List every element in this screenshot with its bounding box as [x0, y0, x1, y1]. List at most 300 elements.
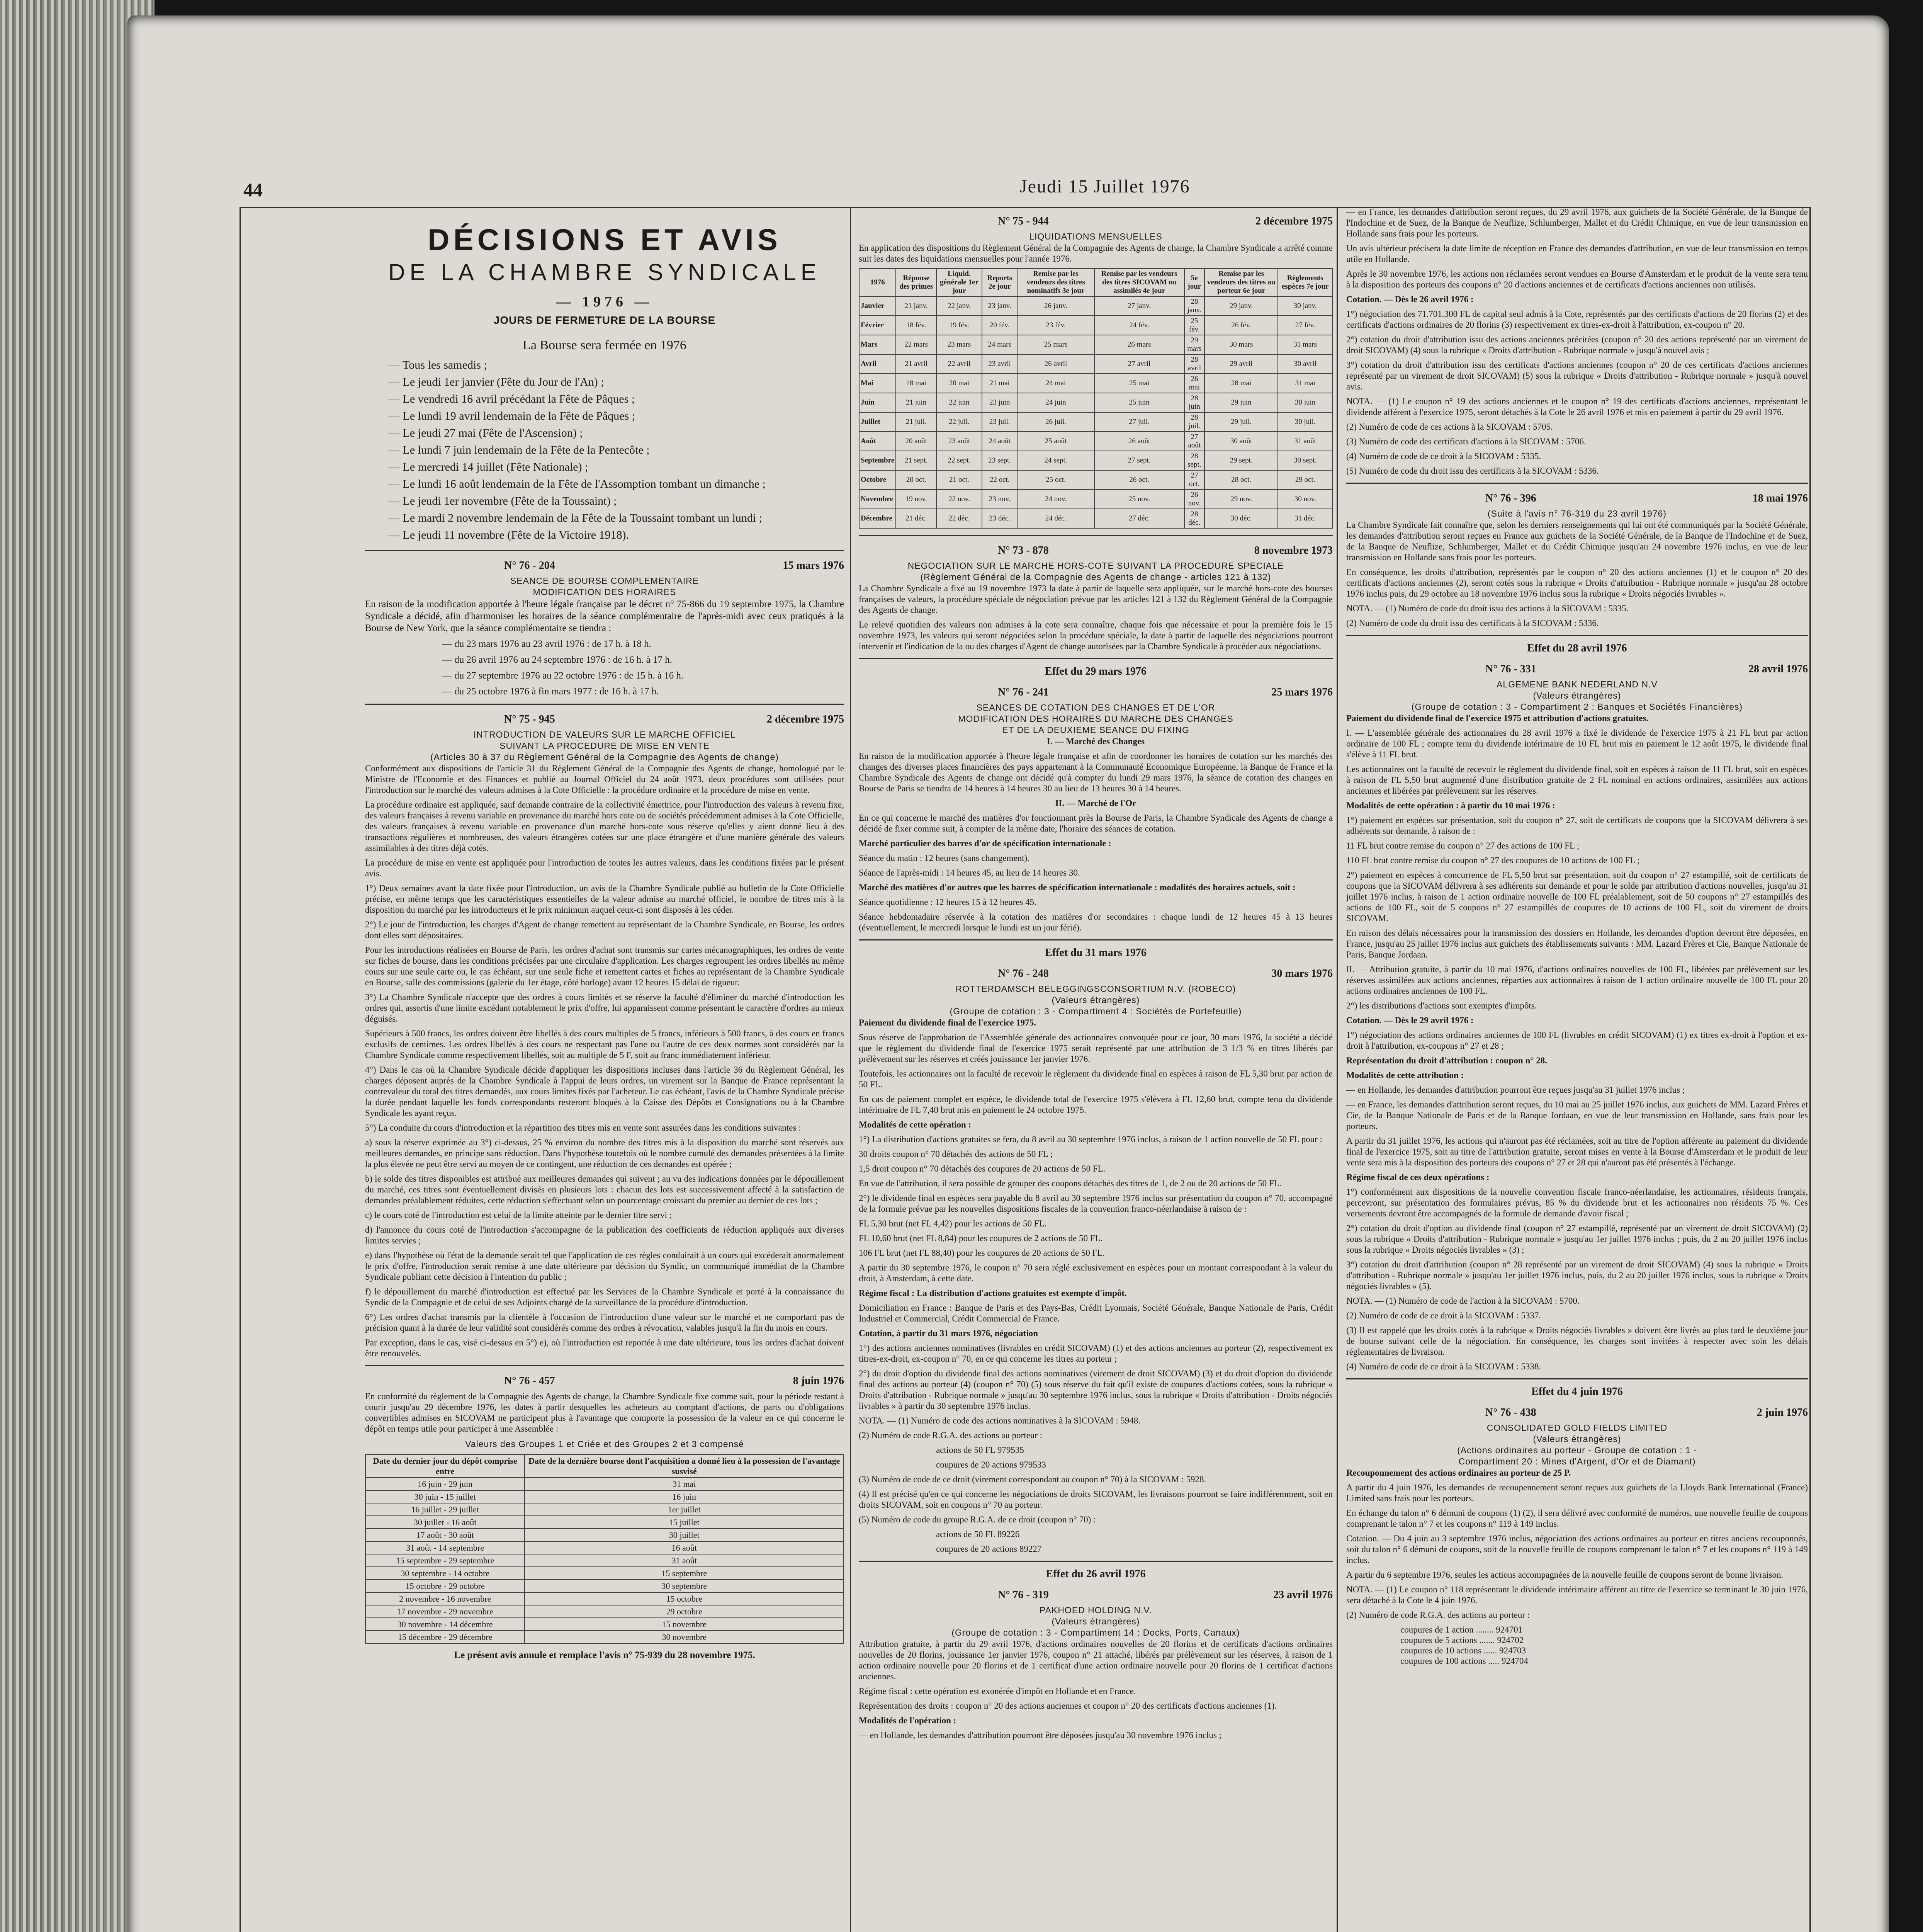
table-cell: 30 déc. — [1204, 509, 1278, 528]
notice-date: 25 mars 1976 — [1271, 686, 1333, 698]
paragraph: Représentation du droit d'attribution : coupon n° 28. — [1346, 1056, 1547, 1065]
notice-title: ROTTERDAMSCH BELEGGINGSCONSORTIUM N.V. (ROBECO) — [955, 984, 1236, 994]
table-cell: 27 avril — [1094, 354, 1184, 374]
table-cell: 27 janv. — [1094, 296, 1184, 316]
table-cell: 21 sept. — [896, 451, 936, 470]
table-cell: 15 octobre — [525, 1592, 844, 1605]
divider — [365, 1365, 844, 1366]
paragraph: I. — L'assemblée générale des actionnaires du 28 avril 1976 a fixé le dividende de l'exercice 1975 à 21 FL brut par action ordinaire de 100 FL ; compte tenu du dividende intérimaire de 10 FL brut mis en paiement le 12 août 1975, le dividende final s'élève à 11 FL brut. — [1346, 728, 1808, 759]
paragraph: En raison de la modification apportée à l'heure légale française et afin de coordonner les horaires de cotation sur les marchés des changes des diverses places financières des pays appartenant à la Communauté Economique Européenne, la Banque de France et la Chambre Syndicale des Agents de change ont décidé qu'à compter du lundi 29 mars 1976, la séance de cotation des changes en Bourse de Paris se tiendra de 14 heures à 14 heures 30 au lieu de 13 heures 30 à 14 heures. — [859, 751, 1333, 793]
paragraph: En raison des délais nécessaires pour la transmission des dossiers en Hollande, les demandes d'option devront être déposées, en France, jusqu'au 25 juillet 1976 inclus aux guichets des établissements suivants : MM. Lazard Frères et Cie, Banque Nationale de Paris, Banque Jordaan. — [1346, 928, 1808, 959]
notice-title: INTRODUCTION DE VALEURS SUR LE MARCHE OFFICIEL — [473, 730, 736, 740]
notice-header — [859, 686, 1333, 699]
notice-header — [859, 1589, 1333, 1601]
running-head-date: Jeudi 15 Juillet 1976 — [1020, 176, 1190, 197]
table-cell: 23 juin — [982, 393, 1017, 412]
table-cell: 29 juin — [1204, 393, 1278, 412]
table-cell: 24 sept. — [1017, 451, 1094, 470]
divider — [365, 550, 844, 551]
paragraph: NOTA. — (1) Numéro de code de l'action à la SICOVAM : 5700. — [1346, 1296, 1580, 1306]
notice-number: N° 76 - 241 — [998, 686, 1049, 698]
table-cell: 1er juillet — [525, 1503, 844, 1516]
paragraph: 2°) cotation du droit d'option au dividende final (coupon n° 27 estampillé, représenté par un virement de droit SICOVAM) (2) sous la rubrique « Droits d'attribution - Rubrique normale » jusqu'au 1er juillet 1976 inclus ; puis, du 2 au 20 juillet 1976 inclus sous la rubrique « Droits négociés livrables » (3) ; — [1346, 1223, 1808, 1255]
paragraph: En échange du talon n° 6 démuni de coupons (1) (2), il sera délivré avec conformité de numéros, une nouvelle feuille de coupons comprenant le talon n° 7 et les coupons n° 119 à 149 inclus. — [1346, 1508, 1808, 1529]
table-cell: 30 mars — [1204, 335, 1278, 354]
table-cell: 17 novembre - 29 novembre — [365, 1605, 525, 1618]
paragraph: coupures de 20 actions 979533 — [936, 1460, 1046, 1469]
table-row — [859, 335, 1332, 354]
table-cell: Août — [859, 432, 896, 451]
paragraph: En conformité du règlement de la Compagnie des Agents de change, la Chambre Syndicale fixe comme suit, pour la période restant à courir jusqu'au 29 décembre 1976, les dates à partir desquelles les acheteurs au comptant d'actions, de parts ou d'obligations convertibles admises en SICOVAM ne participent plus à l'avantage que comporte la possession de la valeur en ce qui concerne le dépôt en temps utile pour participer à une Assemblée : — [365, 1391, 844, 1434]
notice-subtitle: MODIFICATION DES HORAIRES DU MARCHE DES CHANGES — [958, 714, 1233, 724]
table-row — [859, 296, 1332, 316]
table-row — [365, 1618, 844, 1631]
paragraph: Cotation, à partir du 31 mars 1976, négociation — [859, 1328, 1038, 1338]
table-cell: 26 fév. — [1204, 316, 1278, 335]
paragraph: 3°) cotation du droit d'attribution (coupon n° 28 représenté par un virement de droit SICOVAM) (4) sous la rubrique « Droits d'attribution - Rubrique normale » jusqu'au 1er juillet 1976 inclus, puis, du 2 au 20 juillet 1976 inclus, sous la rubrique « Droits négociés livrables » (5). — [1346, 1260, 1808, 1291]
table-header: Remise par les vendeurs des titres SICOVAM ou assimilés 4e jour — [1094, 269, 1184, 296]
table-cell: 29 mars — [1184, 335, 1204, 354]
paragraph: En vue de l'attribution, il sera possible de grouper des coupons détachés des titres de 1, de 2 ou de 20 actions de 50 FL. — [859, 1179, 1282, 1188]
paragraph: En cas de paiement complet en espèce, le dividende total de l'exercice 1975 s'élèvera à FL 12,60 brut, compte tenu du dividende intérimaire de FL 7,40 brut mis en paiement le 24 octobre 1975. — [859, 1094, 1333, 1115]
divider — [859, 658, 1333, 659]
table-cell: 21 juin — [896, 393, 936, 412]
table-cell: 24 août — [982, 432, 1017, 451]
table-cell: 22 déc. — [936, 509, 982, 528]
table-cell: 31 déc. — [1278, 509, 1332, 528]
table-cell: 29 sept. — [1204, 451, 1278, 470]
notice-title: NEGOCIATION SUR LE MARCHE HORS-COTE SUIVANT LA PROCEDURE SPECIALE — [907, 561, 1284, 571]
table-cell: 26 mars — [1094, 335, 1184, 354]
table-row — [365, 1580, 844, 1592]
paragraph: 1°) La distribution d'actions gratuites se fera, du 8 avril au 30 septembre 1976 inclus, à raison de 1 action nouvelle de 50 FL pour : — [859, 1134, 1322, 1144]
table-cell: 30 juillet — [525, 1529, 844, 1541]
table-cell: 24 fév. — [1094, 316, 1184, 335]
table-cell: 23 juil. — [982, 412, 1017, 432]
table-cell: 30 novembre — [525, 1631, 844, 1643]
notice-number: N° 75 - 945 — [504, 713, 555, 725]
table-cell: 19 nov. — [896, 490, 936, 509]
paragraph: Après le 30 novembre 1976, les actions non réclamées seront vendues en Bourse d'Amsterdam et le produit de la vente sera tenu à la disposition des porteurs des coupons n° 20 d'actions anciennes et de certificats d'actions anciennes non utilisés. — [1346, 269, 1808, 289]
table-cell: Mai — [859, 374, 896, 393]
paragraph: NOTA. — (1) Le coupon n° 118 représentant le dividende intérimaire afférent au titre de l'exercice se terminant le 30 juin 1976, sera détaché à la Cote le 4 juin 1976. — [1346, 1585, 1808, 1605]
divider — [859, 939, 1333, 940]
paragraph: (2) Numéro de code de ce droit à la SICOVAM : 5337. — [1346, 1311, 1541, 1320]
table-row — [859, 490, 1332, 509]
notice-subtitle: ET DE LA DEUXIEME SEANCE DU FIXING — [1002, 725, 1189, 735]
table-cell: 15 juillet — [525, 1516, 844, 1529]
table-cell: 27 août — [1184, 432, 1204, 451]
paragraph: — du 25 octobre 1976 à fin mars 1977 : de 16 h. à 17 h. — [442, 686, 659, 697]
notice-subtitle: (Règlement Général de la Compagnie des Agents de change - articles 121 à 132) — [920, 572, 1271, 582]
table-cell: 30 juin — [1278, 393, 1332, 412]
notice-number: N° 76 - 331 — [1485, 663, 1536, 675]
table-body — [365, 1478, 844, 1643]
table-cell: Novembre — [859, 490, 896, 509]
notice-number: N° 76 - 438 — [1485, 1406, 1536, 1418]
paragraph: (2) Numéro de code R.G.A. des actions au porteur : — [859, 1430, 1043, 1440]
paragraph: Pour les introductions réalisées en Bourse de Paris, les ordres d'achat sont transmis sur cartes mécanographiques, les ordres de vente sur fiches de bourse, dans les conditions précisées par une circulaire d'application. Les charges regroupent les ordres libellés au même cours sur une seule carte ou, le cas échéant, sur une seule fiche et remettent cartes et fiches au représentant de la Chambre Syndicale en Bourse, salle des commissions (galerie du 1er étage, côté horloge) avant 12 heures 15 délai de rigueur. — [365, 945, 844, 987]
paragraph: (2) Numéro de code R.G.A. des actions au porteur : — [1346, 1610, 1530, 1620]
notice-number: N° 75 - 944 — [998, 215, 1049, 227]
table-cell: 28 juin — [1184, 393, 1204, 412]
table-cell: 15 septembre - 29 septembre — [365, 1554, 525, 1567]
table-cell: 24 déc. — [1017, 509, 1094, 528]
table-row — [859, 393, 1332, 412]
table-cell: 30 avril — [1278, 354, 1332, 374]
paragraph: (4) Numéro de code de ce droit à la SICOVAM : 5335. — [1346, 451, 1541, 461]
notice-date: 2 décembre 1975 — [1255, 215, 1333, 227]
table-row — [859, 374, 1332, 393]
paragraph: — du 23 mars 1976 au 23 avril 1976 : de 17 h. à 18 h. — [442, 639, 651, 649]
table-cell: 20 mai — [936, 374, 982, 393]
table-cell: 28 mai — [1204, 374, 1278, 393]
section-heading: Modalités de cette opération : à partir du 10 mai 1976 : — [1346, 801, 1555, 810]
section-heading: Paiement du dividende final de l'exercice 1975. — [859, 1018, 1036, 1027]
paragraph: — en Hollande, les demandes d'attribution pourront être déposées jusqu'au 30 novembre 1976 inclus ; — [859, 1730, 1221, 1740]
paragraph: Par exception, dans le cas, visé ci-dessus en 5°) e), où l'introduction est reportée à une date ultérieure, tous les ordres d'achat doivent être renouvelés. — [365, 1338, 844, 1358]
page-title-2: DE LA CHAMBRE SYNDICALE — [388, 259, 821, 285]
list-item: — Le mercredi 14 juillet (Fête Nationale) ; — [388, 461, 588, 473]
table-cell: 21 juil. — [896, 412, 936, 432]
notice-subtitle: MODIFICATION DES HORAIRES — [533, 587, 676, 597]
table-cell: 22 janv. — [936, 296, 982, 316]
table-cell: 31 août - 14 septembre — [365, 1541, 525, 1554]
paragraph: La Chambre Syndicale fait connaître que, selon les derniers renseignements qui lui ont été communiqués par la Société Générale, les demandes d'attribution seront reçues en France aux guichets de la Société Générale, de la Banque de l'Indochine et de Suez, de la Banque de Neuflize, Schlumberger, Mallet et du Crédit Chimique jusqu'au 24 novembre 1976 inclus, en vue de leur transmission en Hollande sans frais pour les porteurs. — [1346, 520, 1808, 562]
section-heading: Modalités de cette opération : — [859, 1120, 972, 1129]
table-cell: 29 oct. — [1278, 470, 1332, 490]
table-cell: Mars — [859, 335, 896, 354]
table-header: Liquid. générale 1er jour — [936, 269, 982, 296]
paragraph: Régime fiscal : La distribution d'actions gratuites est exempte d'impôt. — [859, 1288, 1127, 1298]
table-cell: 18 mai — [896, 374, 936, 393]
table-header: Remise par les vendeurs des titres nominatifs 3e jour — [1017, 269, 1094, 296]
notice-header — [1346, 663, 1808, 675]
table-cell: 26 mai — [1184, 374, 1204, 393]
table-cell: 31 mai — [1278, 374, 1332, 393]
paragraph: Séance de l'après-midi : 14 heures 45, au lieu de 14 heures 30. — [859, 868, 1080, 878]
closures-intro: La Bourse sera fermée en 1976 — [523, 338, 686, 352]
table-cell: Décembre — [859, 509, 896, 528]
table-row — [365, 1516, 844, 1529]
table-cell: 31 mai — [525, 1478, 844, 1490]
notice-subtitle: (Suite à l'avis n° 76-319 du 23 avril 1976) — [1487, 509, 1667, 519]
paragraph: (3) Numéro de code de ce droit (virement correspondant au coupon n° 70) à la SICOVAM : 5928. — [859, 1475, 1206, 1484]
paragraph: Modalités de l'opération : — [859, 1716, 956, 1725]
list-item: — Le lundi 7 juin lendemain de la Fête de la Pentecôte ; — [388, 444, 650, 456]
paragraph: En conséquence, les droits d'attribution, représentés par le coupon n° 20 des actions anciennes (1) et le coupon n° 20 des certificats d'actions anciennes (2), seront cotés sous la rubrique « Droits d'attribution - Rubrique normale » jusqu'au 28 octobre 1976 inclus puis, du 29 octobre au 18 novembre 1976 inclus sous la rubrique « Droits négociés livrables ». — [1346, 567, 1808, 599]
table-cell: 31 août — [1278, 432, 1332, 451]
table-cell: 24 juin — [1017, 393, 1094, 412]
paragraph: La procédure ordinaire est appliquée, sauf demande contraire de la collectivité émettrice, pour l'introduction des valeurs à revenu fixe, des valeurs françaises à revenu variable en provenance du marché hors cote ou de sociétés précédemment admises à la Cote Officielle, des valeurs françaises à revenu variable en provenance d'un marché hors-cote sous réserve qu'elles y aient donné lieu à des transactions régulières et nombreuses, des valeurs étrangères cotées sur une place étrangère et d'une manière générale des valeurs assimilables à des titres déjà cotés. — [365, 800, 844, 853]
table-row — [365, 1631, 844, 1643]
notice-footnote: Le présent avis annule et remplace l'avis n° 75-939 du 28 novembre 1975. — [454, 1650, 755, 1660]
table-cell: 26 nov. — [1184, 490, 1204, 509]
paragraph: 1°) Deux semaines avant la date fixée pour l'introduction, un avis de la Chambre Syndicale publié au bulletin de la Cote Officielle précise, en même temps que les caractéristiques essentielles de la valeur admise au marché officiel, le nombre de titres mis à la disposition du marché par les introducteurs et le prix minimum auquel ceux-ci sont disposés à les céder. — [365, 883, 844, 915]
table-cell: 27 fév. — [1278, 316, 1332, 335]
table-row — [365, 1478, 844, 1490]
paragraph: b) le solde des titres disponibles est attribué aux meilleures demandes qui suivent ; au vu des indications données par le dépouillement du marché, ces titres sont éventuellement divisés en plusieurs lots : chacun des lots est successivement affecté à la satisfaction de demandes préalablement réduites, cette réduction s'effectuant selon un pourcentage croissant du premier au dernier de ces lots ; — [365, 1174, 844, 1205]
table-cell: 28 sept. — [1184, 451, 1204, 470]
section-heading: I. — Marché des Changes — [1046, 736, 1145, 746]
table-cell: 22 juin — [936, 393, 982, 412]
table-row — [365, 1567, 844, 1580]
divider — [1346, 1378, 1808, 1379]
paragraph: 1°) conformément aux dispositions de la nouvelle convention fiscale franco-néerlandaise, les actionnaires, résidents français, percevront, sur présentation des formulaires prévus, 85 % du dividende brut et les actionnaires non résidents 75 %. Ces versements devront être accompagnés de la formule de demande d'avoir fiscal ; — [1346, 1187, 1808, 1218]
table-cell: 17 août - 30 août — [365, 1529, 525, 1541]
paragraph: (4) Il est précisé qu'en ce qui concerne les négociations de droits SICOVAM, les livraisons pourront se faire indifféremment, soit en droits SICOVAM, soit en coupons n° 70 au porteur. — [859, 1489, 1333, 1510]
table-cell: 15 décembre - 29 décembre — [365, 1631, 525, 1643]
effective-date-heading: Effet du 31 mars 1976 — [1045, 947, 1147, 959]
notice-header — [365, 560, 844, 572]
notice-title: ALGEMENE BANK NEDERLAND N.V — [1497, 679, 1658, 689]
notice-number: N° 73 - 878 — [998, 544, 1049, 556]
table-row — [859, 432, 1332, 451]
table-row — [365, 1490, 844, 1503]
table-cell: 25 juin — [1094, 393, 1184, 412]
paragraph: 1°) négociation des actions ordinaires anciennes de 100 FL (livrables en crédit SICOVAM) (1) ex titres ex-droit à l'option et ex-droit à l'attribution, ex-coupons n° 27 et 28 ; — [1346, 1030, 1808, 1051]
closures-list — [365, 357, 844, 544]
table-row — [365, 1503, 844, 1516]
table-row — [859, 412, 1332, 432]
table-cell: 16 juillet - 29 juillet — [365, 1503, 525, 1516]
table-cell: 21 avril — [896, 354, 936, 374]
table-cell: 28 janv. — [1184, 296, 1204, 316]
table-header: Réponse des primes — [896, 269, 936, 296]
paragraph: Les actionnaires ont la faculté de recevoir le règlement du dividende final, soit en espèces à raison de 11 FL brut, soit en espèces à raison de FL 5,50 brut augmenté d'une distribution gratuite de 2 FL nominal en actions ordinaires, assimilées aux actions anciennes et libérées par prélèvement sur les réserves. — [1346, 764, 1808, 796]
notice-header — [859, 968, 1333, 980]
table-cell: 24 nov. — [1017, 490, 1094, 509]
notice-date: 2 décembre 1975 — [766, 713, 844, 725]
table-cell: 19 fév. — [936, 316, 982, 335]
paragraph: 2°) Le jour de l'introduction, les charges d'Agent de change remettent au représentant de la Chambre Syndicale, en Bourse, les ordres dont elles sont dépositaires. — [365, 920, 844, 940]
paragraph: (5) Numéro de code du droit issu des certificats à la SICOVAM : 5336. — [1346, 466, 1599, 476]
paragraph: Séance hebdomadaire réservée à la cotation des matières d'or secondaires : chaque lundi de 12 heures 45 à 13 heures (éventuellement, le mercredi lorsque le lundi est un jour férié). — [859, 912, 1333, 932]
list-item: — Le vendredi 16 avril précédant la Fête de Pâques ; — [388, 393, 635, 405]
notice-title: SEANCES DE COTATION DES CHANGES ET DE L'OR — [976, 702, 1215, 713]
paragraph: e) dans l'hypothèse où l'état de la demande serait tel que l'application de ces règles conduirait à un cours qui excéderait anormalement le prix d'offre, l'introduction serait remise à une date ultérieure par décision du Syndic, un communiqué immédiat de la Chambre Syndicale publiant cette décision à l'intention du public ; — [365, 1250, 844, 1282]
paragraph: Attribution gratuite, à partir du 29 avril 1976, d'actions ordinaires nouvelles de 20 florins et de certificats d'actions ordinaires nouvelles de 20 florins, jouissance 1er janvier 1976, coupon n° 21 attaché, libérés par prélèvement sur les réserves, à raison de 1 action ordinaire nouvelle pour 20 florins et de 1 certificat d'une action ordinaire nouvelle pour 20 florins de 1 certificat d'actions anciennes. — [859, 1639, 1333, 1681]
table-cell: Octobre — [859, 470, 896, 490]
page-number: 44 — [243, 179, 263, 201]
table-cell: 25 nov. — [1094, 490, 1184, 509]
paragraph: (2) Numéro de code du droit issu des certificats à la SICOVAM : 5336. — [1346, 618, 1599, 628]
paragraph: Cotation. — Dès le 29 avril 1976 : — [1346, 1015, 1474, 1025]
section-heading: Régime fiscal de ces deux opérations : — [1346, 1172, 1490, 1182]
table-cell: Juillet — [859, 412, 896, 432]
paragraph: En raison de la modification apportée à l'heure légale française par le décret n° 75-866 du 19 septembre 1975, la Chambre Syndicale a décidé, afin d'harmoniser les horaires de la séance complémentaire de l'après-midi avec ceux pratiqués à la Bourse de New York, que la séance complémentaire se tiendra : — [365, 599, 844, 633]
paragraph: 4°) Dans le cas où la Chambre Syndicale décide d'appliquer les dispositions incluses dans l'article 36 du Règlement Général, les charges déposent auprès de la Chambre Syndicale à l'appui de leurs ordres, un virement sur la Banque de France représentant la contrevaleur du total des titres demandés, aux cours limites fixés par l'acheteur. Le cas échéant, l'avis de la Chambre Syndicale précise la durée pendant laquelle les fonds correspondants resteront bloqués à la Caisse des Dépôts et Consignations ou à la Chambre Syndicale les ayant reçus. — [365, 1065, 844, 1118]
section-heading: II. — Marché de l'Or — [1055, 798, 1136, 808]
notice-number: N° 76 - 396 — [1485, 492, 1536, 504]
paragraph: En application des dispositions du Règlement Général de la Compagnie des Agents de change, la Chambre Syndicale a arrêté comme suit les dates des liquidations mensuelles pour l'année 1976. — [859, 243, 1333, 264]
table-cell: 22 oct. — [982, 470, 1017, 490]
paragraph: La Chambre Syndicale a fixé au 19 novembre 1973 la date à partir de laquelle sera appliquée, sur le marché hors-cote des bourses françaises de valeurs, la procédure spéciale de négociation prévue par les articles 121 à 132 du Règlement Général de la Compagnie des Agents de change. — [859, 583, 1333, 615]
table-cell: 23 janv. — [982, 296, 1017, 316]
table-row — [365, 1554, 844, 1567]
paragraph: (5) Numéro de code du groupe R.G.A. de ce droit (coupon n° 70) : — [859, 1515, 1096, 1524]
table-cell: 27 sept. — [1094, 451, 1184, 470]
paragraph: actions de 50 FL 89226 — [936, 1529, 1020, 1539]
notice-header — [1346, 1406, 1808, 1419]
table-title: Valeurs des Groupes 1 et Criée et des Groupes 2 et 3 compensé — [465, 1439, 744, 1449]
effective-date-heading: Effet du 26 avril 1976 — [1046, 1568, 1146, 1580]
table-cell: 27 oct. — [1184, 470, 1204, 490]
table-row — [859, 451, 1332, 470]
notice-subtitle: (Valeurs étrangères) — [1052, 995, 1140, 1005]
table-cell: 23 août — [936, 432, 982, 451]
list-item: — Le jeudi 1er novembre (Fête de la Toussaint) ; — [388, 495, 617, 507]
table-cell: 28 juil. — [1184, 412, 1204, 432]
table-cell: 15 septembre — [525, 1567, 844, 1580]
table-cell: 21 mai — [982, 374, 1017, 393]
table-cell: 26 août — [1094, 432, 1184, 451]
notice-number: N° 76 - 457 — [504, 1375, 555, 1387]
table-cell: 27 juil. — [1094, 412, 1184, 432]
table-cell: 16 juin — [525, 1490, 844, 1503]
paragraph: NOTA. — (1) Numéro de code des actions nominatives à la SICOVAM : 5948. — [859, 1416, 1141, 1425]
notice-title: CONSOLIDATED GOLD FIELDS LIMITED — [1486, 1423, 1668, 1433]
effective-date-heading: Effet du 4 juin 1976 — [1531, 1386, 1623, 1398]
table-header: Reports 2e jour — [982, 269, 1017, 296]
paragraph: 1°) négociation des 71.701.300 FL de capital seul admis à la Cote, représentés par des certificats d'actions de 20 florins (2) et des certificats d'actions ordinaires de 20 florins (3) respectivement ex titres-ex-droit à l'attribution, ex-coupon n° 20. — [1346, 309, 1808, 330]
column-1 — [365, 207, 844, 1932]
table-cell: 31 août — [525, 1554, 844, 1567]
paragraph: 6°) Les ordres d'achat transmis par la clientèle à l'occasion de l'introduction d'une valeur sur le marché et ne comportant pas de précision quant à la durée de leur validité sont considérés comme des ordres à révocation, valables jusqu'à la fin du mois en cours. — [365, 1312, 844, 1333]
table-cell: 29 octobre — [525, 1605, 844, 1618]
notice-date: 23 avril 1976 — [1273, 1589, 1333, 1601]
notice-header — [859, 215, 1333, 228]
paragraph: c) le cours coté de l'introduction est celui de la limite atteinte par le dernier titre servi ; — [365, 1210, 672, 1220]
column-3 — [1337, 207, 1808, 1932]
notice-subtitle: (Valeurs étrangères) — [1533, 690, 1621, 701]
table-cell: 15 octobre - 29 octobre — [365, 1580, 525, 1592]
notice-subtitle: SUIVANT LA PROCEDURE DE MISE EN VENTE — [499, 741, 710, 751]
table-header: Remise par les vendeurs des titres au porteur 6e jour — [1204, 269, 1278, 296]
table-row — [365, 1605, 844, 1618]
table-cell: 15 novembre — [525, 1618, 844, 1631]
table-cell: 23 avril — [982, 354, 1017, 374]
effective-date-heading: Effet du 28 avril 1976 — [1527, 642, 1627, 654]
paragraph: En ce qui concerne le marché des matières d'or fonctionnant près la Bourse de Paris, la Chambre Syndicale des Agents de change a décidé de fixer comme suit, à compter de la même date, l'horaire des séances de cotation. — [859, 813, 1333, 833]
paragraph: Domiciliation en France : Banque de Paris et des Pays-Bas, Crédit Lyonnais, Société Générale, Banque Nationale de Paris, Crédit Industriel et Commercial, Crédit Commercial de France. — [859, 1303, 1333, 1323]
table-cell: 30 janv. — [1278, 296, 1332, 316]
notice-date: 28 avril 1976 — [1748, 663, 1808, 675]
paragraph: 2°) les distributions d'actions sont exemptes d'impôts. — [1346, 1001, 1537, 1010]
table-cell: 24 mars — [982, 335, 1017, 354]
paragraph: 5°) La conduite du cours d'introduction et la répartition des titres mis en vente sont assurées dans les conditions suivantes : — [365, 1123, 801, 1133]
table-header: Date du dernier jour du dépôt comprise entre — [365, 1454, 525, 1478]
paragraph: 110 FL brut contre remise du coupon n° 27 des coupures de 10 actions de 100 FL ; — [1346, 855, 1640, 865]
list-item: — Le jeudi 11 novembre (Fête de la Victoire 1918). — [388, 529, 629, 541]
paragraph: actions de 50 FL 979535 — [936, 1445, 1024, 1455]
paragraph: 11 FL brut contre remise du coupon n° 27 des actions de 100 FL ; — [1346, 841, 1580, 850]
paragraph: 2°) du droit d'option du dividende final des actions nominatives (virement de droit SICOVAM) (3) et du droit d'option du dividende final des actions au porteur (4) (coupon n° 70) (5) sous réserve du fait qu'il existe de coupures d'actions cotées, sous la rubrique « Droits d'attribution - Rubrique normale » jusqu'au 30 septembre 1976 inclus, sous la rubrique « Droits d'attribution - Droits négociés livrables » à partir du 30 septembre 1976 inclus. — [859, 1369, 1333, 1411]
paragraph: (2) Numéro de code de ces actions à la SICOVAM : 5705. — [1346, 422, 1553, 432]
paragraph: 3°) La Chambre Syndicale n'accepte que des ordres à cours limités et se réserve la faculté d'éliminer du marché d'introduction les ordres qui, assortis d'une limite excédant notablement le prix d'offre, lui apparaissent comme présentant le caractère d'ordres au mieux déguisés. — [365, 992, 844, 1024]
notice-subtitle: Compartiment 20 : Mines d'Argent, d'Or et de Diamant) — [1458, 1456, 1696, 1466]
table-cell: 29 juil. — [1204, 412, 1278, 432]
table-cell: 22 nov. — [936, 490, 982, 509]
paragraph: Marché des matières d'or autres que les barres de spécification internationale : modalités des horaires actuels, soit : — [859, 883, 1296, 892]
code-list: coupures de 1 action ........ 924701 coupures de 5 actions ....... 924702 coupures de 10 actions ...... 924703 coupures de 100 actions ..... 924704 — [1400, 1625, 1528, 1666]
table-header: Règlements espèces 7e jour — [1278, 269, 1332, 296]
notice-date: 15 mars 1976 — [783, 560, 844, 571]
paragraph: II. — Attribution gratuite, à partir du 10 mai 1976, d'actions ordinaires nouvelles de 100 FL, libérées par prélèvement sur les réserves assimilées aux actions anciennes, réparties aux actionnaires à raison de 1 action ordinaire nouvelle de 100 FL pour 20 actions ordinaires anciennes de 100 FL. — [1346, 964, 1808, 996]
table-cell: Septembre — [859, 451, 896, 470]
paragraph: 2°) paiement en espèces à concurrence de FL 5,50 brut sur présentation, soit du coupon n° 27 estampillé, soit de certificats de coupons que la SICOVAM délivrera à ses adhérents sur demande et pour le solde par attribution d'actions nouvelles, jusqu'au 31 juillet 1976 inclus, à raison de 1 action ordinaire nouvelle de 100 FL préalablement, soit de 50 coupons n° 27 estampillés des actions de 100 FL, soit de 5 coupons n° 27 estampillés de coupures de 10 actions de 100 FL, soit du virement de droits SICOVAM. — [1346, 870, 1808, 923]
notice-number: N° 76 - 248 — [998, 968, 1049, 980]
paragraph: Séance du matin : 12 heures (sans changement). — [859, 853, 1029, 863]
paragraph: FL 10,60 brut (net FL 8,84) pour les coupures de 2 actions de 50 FL. — [859, 1233, 1103, 1243]
paragraph: Un avis ultérieur précisera la date limite de réception en France des demandes d'attribution, en vue de leur transmission en temps utile en Hollande. — [1346, 243, 1808, 264]
table-cell: 26 juil. — [1017, 412, 1094, 432]
notice-date: 2 juin 1976 — [1757, 1406, 1808, 1418]
paragraph: 2°) le dividende final en espèces sera payable du 8 avril au 30 septembre 1976 inclus sur présentation du coupon n° 70, accompagné de la formule prévue par les nouvelles dispositions fiscales de la convention franco-néerlandaise à raison de : — [859, 1193, 1333, 1214]
notice-subtitle: (Valeurs étrangères) — [1533, 1434, 1621, 1444]
paragraph: d) l'annonce du cours coté de l'introduction s'accompagne de la publication des coefficients de réduction appliqués aux diverses limites servies ; — [365, 1225, 844, 1245]
table-cell: 22 mars — [896, 335, 936, 354]
table-row — [365, 1592, 844, 1605]
paragraph: Marché particulier des barres d'or de spécification internationale : — [859, 838, 1111, 848]
notice-number: N° 76 - 319 — [998, 1589, 1049, 1601]
table-cell: 16 août — [525, 1541, 844, 1554]
divider — [1346, 635, 1808, 636]
table-cell: 31 mars — [1278, 335, 1332, 354]
paragraph: FL 5,30 brut (net FL 4,42) pour les actions de 50 FL. — [859, 1219, 1047, 1228]
notice-header — [365, 713, 844, 726]
table-cell: 20 fév. — [982, 316, 1017, 335]
paragraph: — en France, les demandes d'attribution seront reçues, du 10 mai au 25 juillet 1976 inclus, aux guichets de MM. Lazard Frères et Cie, de la Banque Nationale de Paris et de la Banque Jordaan, en vue de leur transmission en Hollande, sans frais pour les porteurs. — [1346, 1100, 1808, 1131]
table-cell: 22 avril — [936, 354, 982, 374]
table-cell: 16 juin - 29 juin — [365, 1478, 525, 1490]
table-cell: 28 déc. — [1184, 509, 1204, 528]
paragraph: Sous réserve de l'approbation de l'Assemblée générale des actionnaires convoquée pour ce jour, 30 mars 1976, la société a décidé que le règlement du dividende final de l'exercice 1975 serait représenté par une attribution de 3 1/3 % en titres libérés par prélèvement sur les réserves et créés jouissance 1er janvier 1976. — [859, 1032, 1333, 1064]
notice-title: PAKHOED HOLDING N.V. — [1040, 1605, 1152, 1615]
table-row — [365, 1541, 844, 1554]
paragraph: — du 27 septembre 1976 au 22 octobre 1976 : de 15 h. à 16 h. — [442, 670, 684, 681]
paragraph: — en France, les demandes d'attribution seront reçues, du 29 avril 1976, aux guichets de la Société Générale, de la Banque de l'Indochine et de Suez, de la Banque de Neuflize, Schlumberger, Mallet et du Crédit Chimique, en vue de leur transmission en Hollande sans frais pour les porteurs. — [1346, 207, 1808, 238]
table-cell: 25 oct. — [1017, 470, 1094, 490]
notice-subtitle: (Valeurs étrangères) — [1052, 1616, 1140, 1626]
paragraph: 1,5 droit coupon n° 70 détachés des coupures de 20 actions de 50 FL. — [859, 1164, 1106, 1173]
table-cell: 30 nov. — [1278, 490, 1332, 509]
liquidation-table — [859, 268, 1333, 529]
paragraph: Cotation. — Dès le 26 avril 1976 : — [1346, 294, 1474, 304]
table-cell: Juin — [859, 393, 896, 412]
table-cell: 30 juin - 15 juillet — [365, 1490, 525, 1503]
table-cell: 22 juil. — [936, 412, 982, 432]
paragraph: A partir du 31 juillet 1976, les actions qui n'auront pas été réclamées, soit au titre de l'option afférente au paiement du dividende final de l'exercice 1975, soit au titre de l'attribution gratuite, seront mises en vente à la Bourse d'Amsterdam et le produit de leur vente sera mis à la disposition des porteurs des coupons n° 27 et 28 qui n'auront pas été présentés à l'échange. — [1346, 1136, 1808, 1167]
table-cell: 25 août — [1017, 432, 1094, 451]
table-cell: 29 avril — [1204, 354, 1278, 374]
table-cell: 30 sept. — [1278, 451, 1332, 470]
table-cell: 23 sept. — [982, 451, 1017, 470]
paragraph: 30 droits coupon n° 70 détachés des actions de 50 FL ; — [859, 1149, 1053, 1159]
notice-subtitle: (Groupe de cotation : 3 - Compartiment 4 : Sociétés de Portefeuille) — [950, 1006, 1242, 1016]
section-heading: Recouponnement des actions ordinaires au porteur de 25 P. — [1346, 1468, 1571, 1478]
list-item: — Le jeudi 27 mai (Fête de l'Ascension) ; — [388, 427, 583, 439]
table-cell: 30 juillet - 16 août — [365, 1516, 525, 1529]
table-cell: 23 mars — [936, 335, 982, 354]
table-cell: 30 novembre - 14 décembre — [365, 1618, 525, 1631]
table-row — [859, 316, 1332, 335]
notice-title: LIQUIDATIONS MENSUELLES — [1029, 231, 1162, 242]
table-cell: Février — [859, 316, 896, 335]
table-cell: Janvier — [859, 296, 896, 316]
table-header-row — [859, 269, 1332, 296]
table-cell: 30 septembre - 14 octobre — [365, 1567, 525, 1580]
